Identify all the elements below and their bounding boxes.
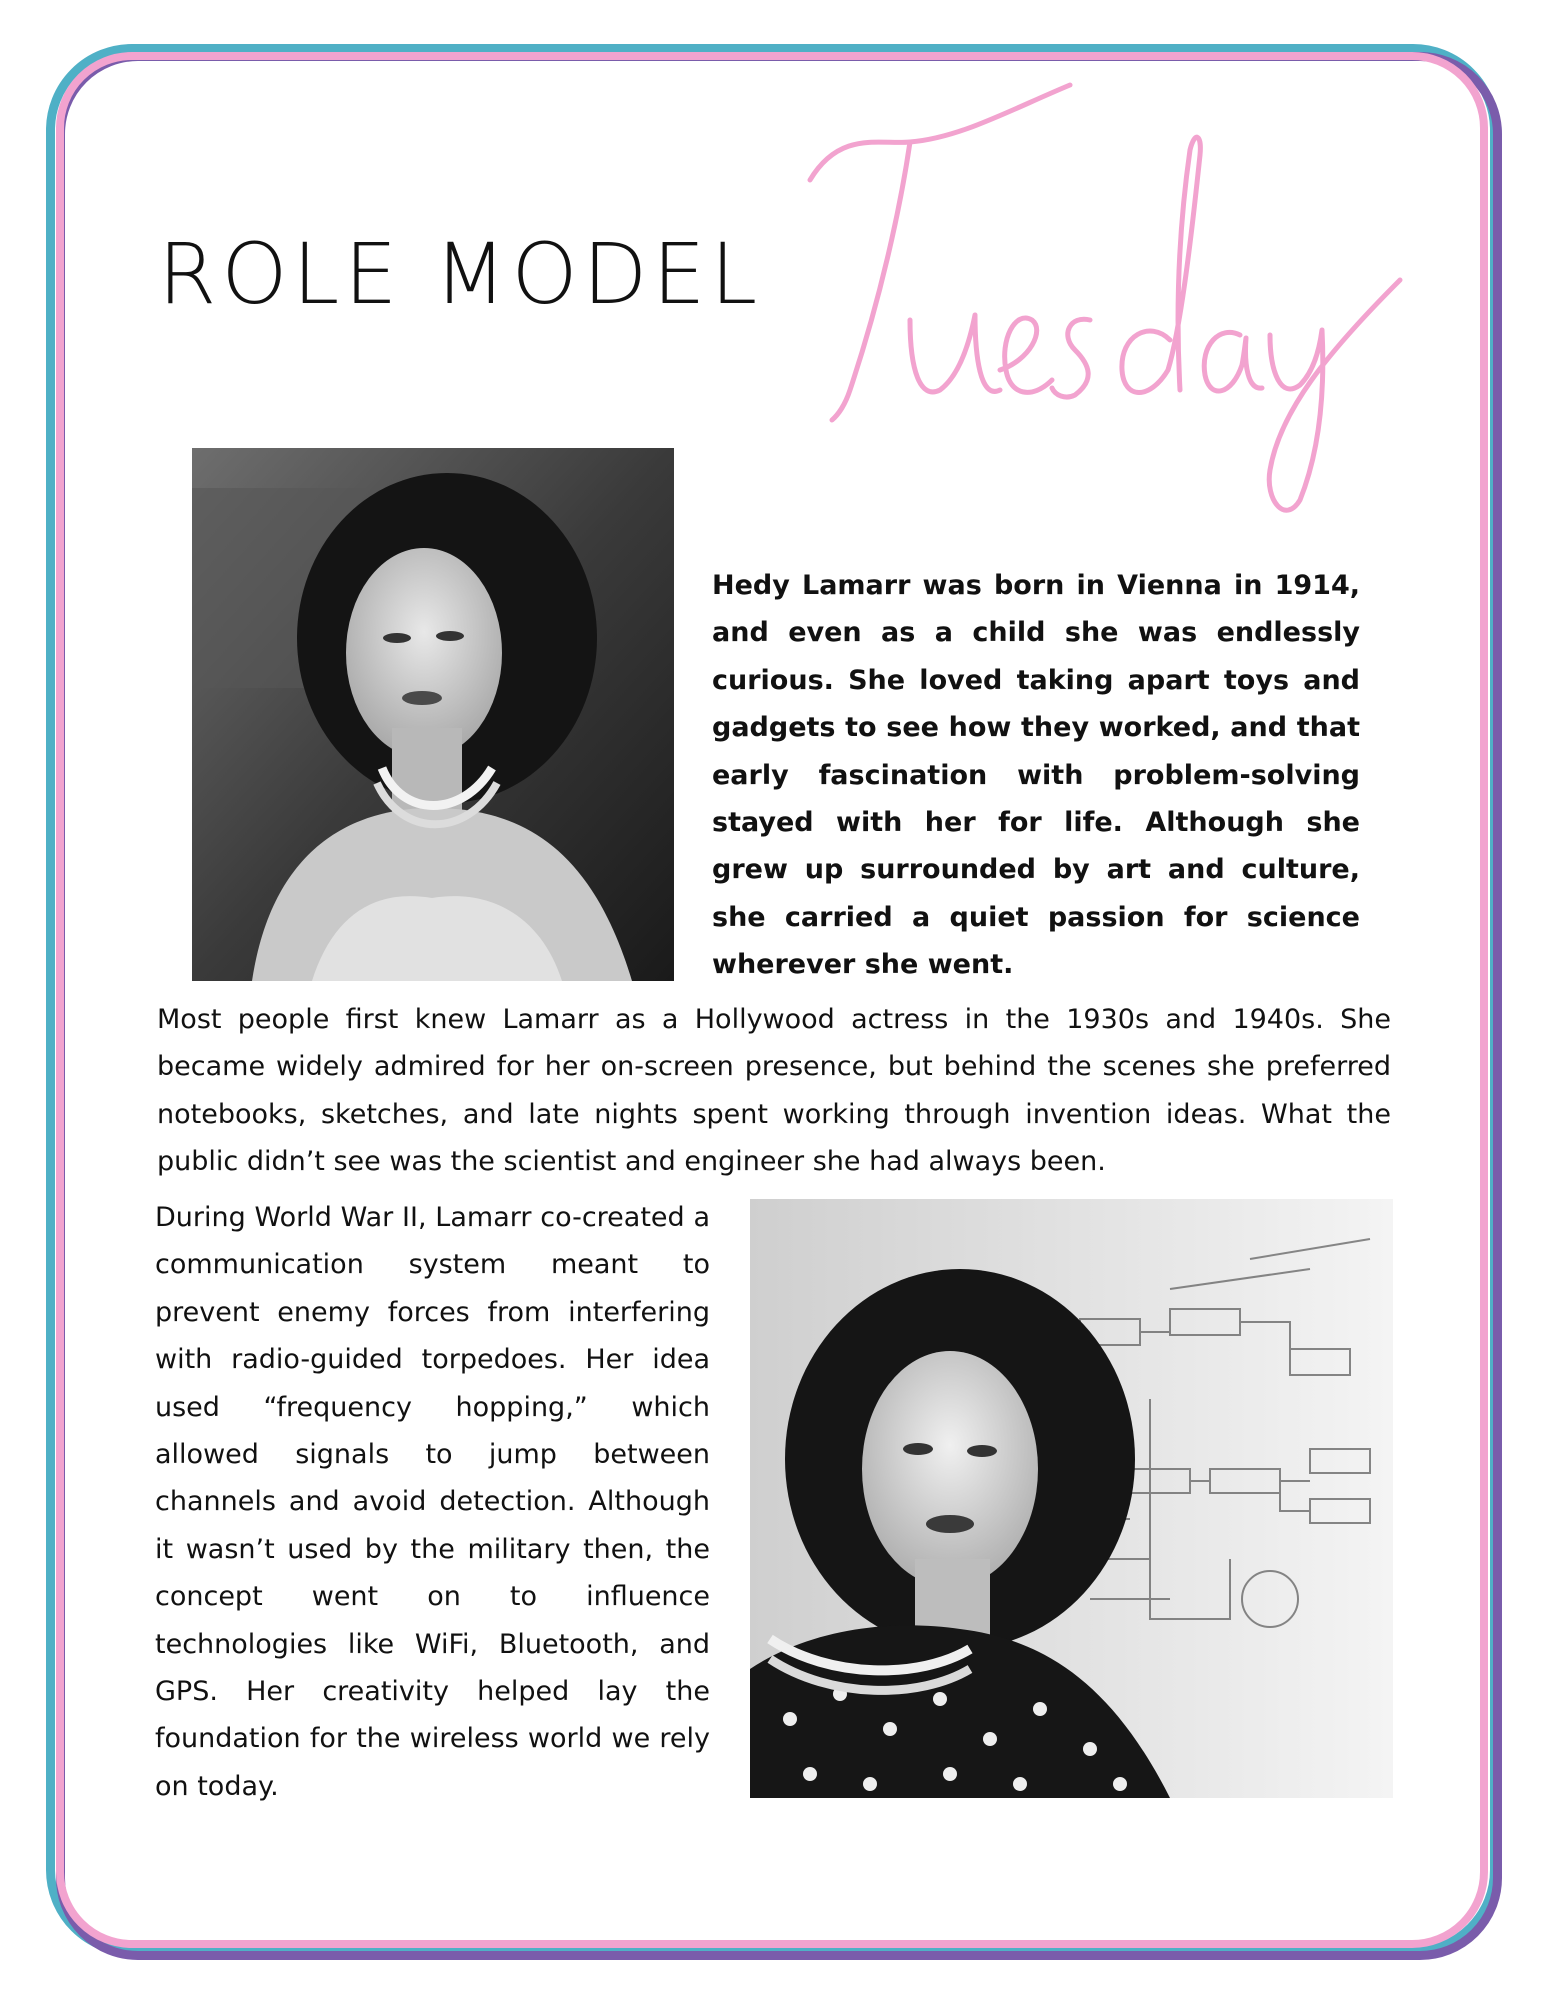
page-title: ROLE MODEL: [158, 225, 763, 323]
hollywood-paragraph: Most people first knew Lamarr as a Hollywood actress in the 1930s and 1940s. She became widely admired for her on-screen presence, but behind the scenes she preferred notebooks, sketches, and late nights spent working through invention ideas. What the public didn’t see was the scientist and engineer she had always been.: [157, 1004, 1391, 1178]
script-title-tuesday: [770, 70, 1410, 520]
portrait-photo-schematic: [750, 1199, 1393, 1798]
portrait-photo-top: [192, 448, 674, 981]
intro-paragraph: Hedy Lamarr was born in Vienna in 1914, and even as a child she was endlessly curious. She loved taking apart toys and gadgets to see how they worked, and that early fascination with problem-solving stayed with her for life. Although she grew up surrounded by art and culture, she carried a quiet passion for science wherever she went.: [712, 570, 1360, 981]
war-paragraph: During World War II, Lamarr co-created a communication system meant to prevent enemy forces from interfering with radio-guided torpedoes. Her idea used “frequency hopping,” which allowed signals to jump between channels and avoid detection. Although it wasn’t used by the military then, the concept went on to influence technologies like WiFi, Bluetooth, and GPS. Her creativity helped lay the foundation for the wireless world we rely on today.: [155, 1202, 710, 1802]
